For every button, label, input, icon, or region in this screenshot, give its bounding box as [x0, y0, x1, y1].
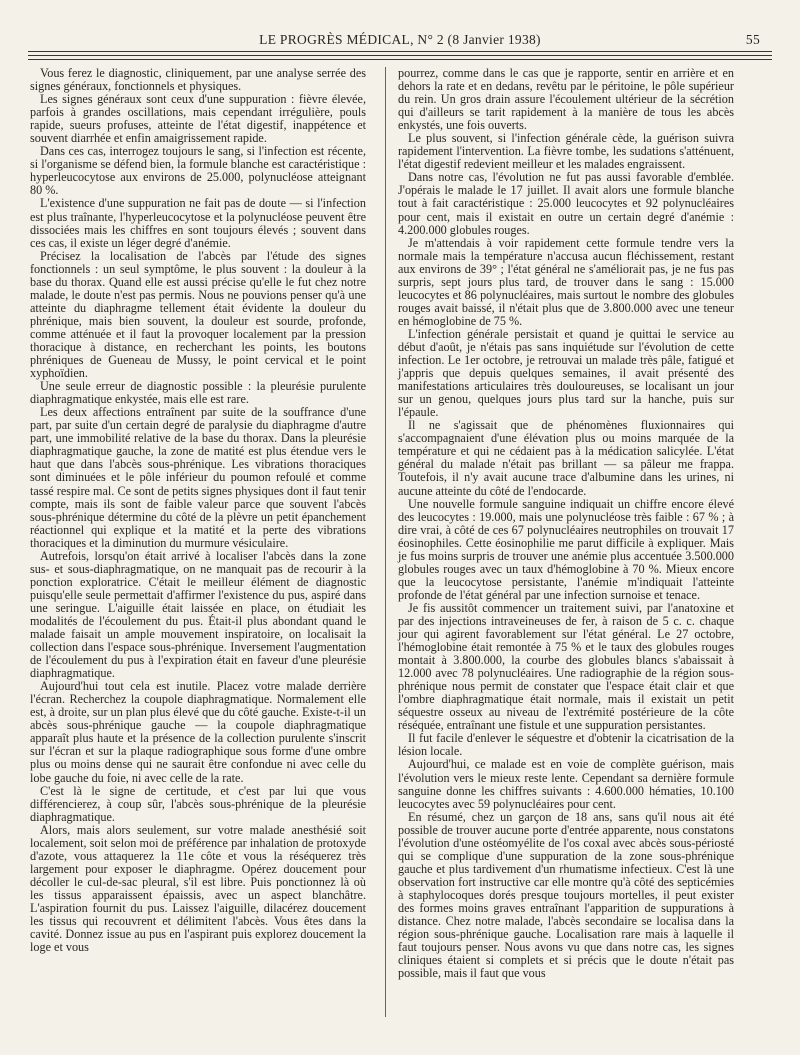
paragraph: En résumé, chez un garçon de 18 ans, sans qu'il nous ait été possible de trouver aucune porte d'entrée apparente, nous constatons l'évolution d'une ostéomyélite de l'os coxal avec abcès sous-périosté qui se complique d'une suppuration de la zone sous-phrénique gauche et plus tardivement d'un rhumatisme infectieux. C'est là une observation fort instructive car elle montre qu'à côté des septicémies à staphylocoques dorés presque toujours mortelles, il peut exister des formes moins graves entraînant l'apparition de suppurations à distance. Chez notre malade, l'abcès secondaire se localisa dans la région sous-phrénique gauche. Localisation rare mais à laquelle il faut toujours penser. Nous avons vu que dans notre cas, les signes cliniques étaient si complets et si précis que le doute n'était pas possible, mais il faut que vous: [398, 809, 734, 981]
column-divider: [385, 67, 386, 1017]
paragraph: Je fis aussitôt commencer un traitement suivi, par l'anatoxine et par des injections intraveineuses de fer, à raison de 5 c. c. chaque jour qui agirent favorablement sur l'état général. Le 27 octobre, l'hémoglobine était remontée à 75 % et le taux des globules rouges montait à 3.800.000, la courbe des globules blancs s'abaissait à 12.000 avec 78 polynucléaires. Une radiographie de la région sous-phrénique nous permit de constater que l'espace était clair et que l'ombre diaphragmatique était normale, mais il existait un petit séquestre osseux au niveau de l'extrémité postérieure de la côte réséquée, entraînant une fistule et une suppuration persistantes.: [398, 600, 734, 733]
paragraph: Aujourd'hui, ce malade est en voie de complète guérison, mais l'évolution vers le mieux reste lente. Cependant sa dernière formule sanguine donne les chiffres suivants : 4.600.000 hématies, 10.100 leucocytes avec 59 polynucléaires pour cent.: [398, 757, 734, 811]
paragraph: Une seule erreur de diagnostic possible : la pleurésie purulente diaphragmatique enkystée, mais elle est rare.: [30, 379, 366, 407]
paragraph: Précisez la localisation de l'abcès par l'étude des signes fonctionnels : un seul symptôme, le plus souvent : la douleur à la base du thorax. Quand elle est aussi précise qu'elle le fut chez notre malade, le doute n'est pas permis. Nous ne pouvions penser qu'à une atteinte du diaphragme tellement était évidente la douleur du phrénique, mais bien souvent, la douleur est sourde, profonde, comme atténuée et il faut la provoquer localement par la pression thoracique à distance, en recherchant les points, les boutons phréniques de Gueneau de Mussy, le point cervical et le point xyphoïdien.: [30, 248, 366, 381]
paragraph: Aujourd'hui tout cela est inutile. Placez votre malade derrière l'écran. Recherchez la coupole diaphragmatique. Normalement elle est, à droite, sur un plan plus élevé que du côté gauche. Existe-t-il un abcès sous-phrénique gauche — la coupole diaphragmatique apparaît plus haute et la présence de la collection purulente s'inscrit sur l'écran et sur la plaque radiographique sous forme d'une ombre plus ou moins dense qui ne saurait être confondue ni avec celle du lobe gauche du foie, ni avec celle de la rate.: [30, 679, 366, 785]
page-number: 55: [745, 32, 760, 47]
paragraph: Vous ferez le diagnostic, cliniquement, par une analyse serrée des signes généraux, fonctionnels et physiques.: [30, 66, 366, 94]
paragraph: C'est là le signe de certitude, et c'est par lui que vous différencierez, à coup sûr, l'abcès sous-phrénique de la pleurésie diaphragmatique.: [30, 783, 366, 824]
paragraph: Autrefois, lorsqu'on était arrivé à localiser l'abcès dans la zone sus- et sous-diaphragmatique, on ne manquait pas de recourir à la ponction exploratrice. C'était le meilleur élément de diagnostic puisqu'elle seule permettait d'affirmer l'existence du pus, aspiré dans une seringue. L'aiguille était laissée en place, on étudiait les modalités de l'écoulement du pus. Était-il plus abondant quand le malade faisait un ample mouvement inspiratoire, on localisait la collection dans l'espace sous-phrénique. Inversement l'augmentation de l'écoulement du pus à l'expiration était en faveur d'une pleurésie diaphragmatique.: [30, 548, 366, 681]
paragraph: Les signes généraux sont ceux d'une suppuration : fièvre élevée, parfois à grandes oscillations, mais cependant irrégulière, pouls rapide, sueurs profuses, atteinte de l'état digestif, inappétence et souvent diarrhée et enfin amaigrissement rapide.: [30, 92, 366, 146]
header-rule-top: [28, 51, 772, 52]
paragraph: Le plus souvent, si l'infection générale cède, la guérison suivra rapidement l'intervention. La fièvre tombe, les sudations s'atténuent, l'état digestif redevient meilleur et les malades engraissent.: [398, 131, 734, 172]
paragraph: Il ne s'agissait que de phénomènes fluxionnaires qui s'accompagnaient d'une élévation plus ou moins marquée de la température et qui ne cédaient pas à la médication salicylée. L'état général du malade n'était pas brillant — sa pâleur me frappa. Toutefois, il n'y avait aucune trace d'albumine dans les urines, ni aucune atteinte du côté de l'endocarde.: [398, 418, 734, 498]
header-rule-bottom: [28, 59, 772, 60]
paragraph: Une nouvelle formule sanguine indiquait un chiffre encore élevé des leucocytes : 19.000, mais une polynucléose très faible : 67 % ; à dire vrai, à côté de ces 67 polynucléaires neutrophiles on trouvait 17 éosinophiles. Cette éosinophilie me parut difficile à expliquer. Mais je fus moins surpris de trouver une anémie plus accentuée 3.500.000 globules rouges avec un taux d'hémoglobine à 70 %. Mieux encore que la leucocytose persistante, l'anémie m'indiquait l'atteinte profonde de l'état général par une infection surnoise et tenace.: [398, 496, 734, 602]
paragraph-continued: pourrez, comme dans le cas que je rapporte, sentir en arrière et en dehors la rate et en dedans, revêtu par le péritoine, le pôle supérieur du rein. Un gros drain assure l'écoulement ultérieur de la sécrétion qui d'ailleurs se tarit rapidement à la manière de tous les abcès enkystés, une fois ouverts.: [398, 66, 734, 133]
paragraph: Dans notre cas, l'évolution ne fut pas aussi favorable d'emblée. J'opérais le malade le 17 juillet. Il avait alors une formule blanche tout à fait caractéristique : 25.000 leucocytes et 92 polynucléaires pour cent, mais il existait en outre un certain degré d'anémie : 4.200.000 globules rouges.: [398, 170, 734, 237]
right-column: [398, 67, 734, 980]
paragraph: Il fut facile d'enlever le séquestre et d'obtenir la cicatrisation de la lésion locale.: [398, 731, 734, 759]
paragraph: Je m'attendais à voir rapidement cette formule tendre vers la normale mais la température n'accusa aucun fléchissement, restant aux environs de 39° ; l'état général ne s'améliorait pas, je ne fus pas surpris, sept jours plus tard, de trouver dans le sang : 15.000 leucocytes et 86 polynucléaires, mais surtout le nombre des globules rouges avait baissé, il n'était plus que de 3.800.000 avec une teneur en hémoglobine de 75 %.: [398, 235, 734, 328]
paragraph: L'existence d'une suppuration ne fait pas de doute — si l'infection est plus traînante, l'hyperleucocytose et la polynucléose peuvent être dissociées mais les chiffres en sont toujours élevés ; souvent dans ces cas, il existe un léger degré d'anémie.: [30, 196, 366, 250]
running-header: [28, 32, 772, 52]
paragraph: Alors, mais alors seulement, sur votre malade anesthésié soit localement, soit selon moi de préférence par inhalation de protoxyde d'azote, vous attaquerez la 11e côte et vous la réséquerez très largement pour exposer le diaphragme. Opérez doucement pour décoller le cul-de-sac pleural, s'il est libre. Puis ponctionnez là où les tissus apparaissent épaissis, avec un aspect blanchâtre. L'aspiration fournit du pus. Laissez l'aiguille, dilacérez doucement les tissus qui recouvrent et délimitent l'abcès. Vous êtes dans la cavité. Donnez issue au pus en l'aspirant puis explorez doucement la loge et vous: [30, 822, 366, 955]
left-column: [30, 67, 366, 954]
header-rule-middle: [28, 55, 772, 56]
paragraph: L'infection générale persistait et quand je quittai le service au début d'août, je n'étais pas sans inquiétude sur l'évolution de cette infection. Le 1er octobre, je retrouvai un malade très pâle, fatigué et j'appris que depuis quelques semaines, il avait présenté des manifestations articulaires très douloureuses, se localisant un jour sur un genou, quelques jours plus tard sur la hanche, puis sur l'épaule.: [398, 326, 734, 420]
paragraph: Dans ces cas, interrogez toujours le sang, si l'infection est récente, si l'organisme se défend bien, la formule blanche est caractéristique : hyperleucocytose aux environs de 25.000, polynucléose atteignant 80 %.: [30, 144, 366, 198]
journal-title: LE PROGRÈS MÉDICAL, N° 2 (8 Janvier 1938): [259, 32, 541, 47]
paragraph: Les deux affections entraînent par suite de la souffrance d'une part, par suite d'un certain degré de paralysie du diaphragme d'autre part, une immobilité relative de la base du thorax. Dans la pleurésie diaphragmatique gauche, la zone de matité est plus étendue vers le haut que dans l'abcès sous-phrénique. Les vibrations thoraciques sont diminuées et le pôle inférieur du poumon refoulé et comme tassé respire mal. Ce sont de petits signes physiques dont il faut tenir compte, mais ils sont de faible valeur parce que souvent l'abcès sous-phrénique détermine du côté de la plèvre un petit épanchement réactionnel qui explique et la matité et la perte des vibrations thoraciques et la diminution du murmure vésiculaire.: [30, 405, 366, 550]
